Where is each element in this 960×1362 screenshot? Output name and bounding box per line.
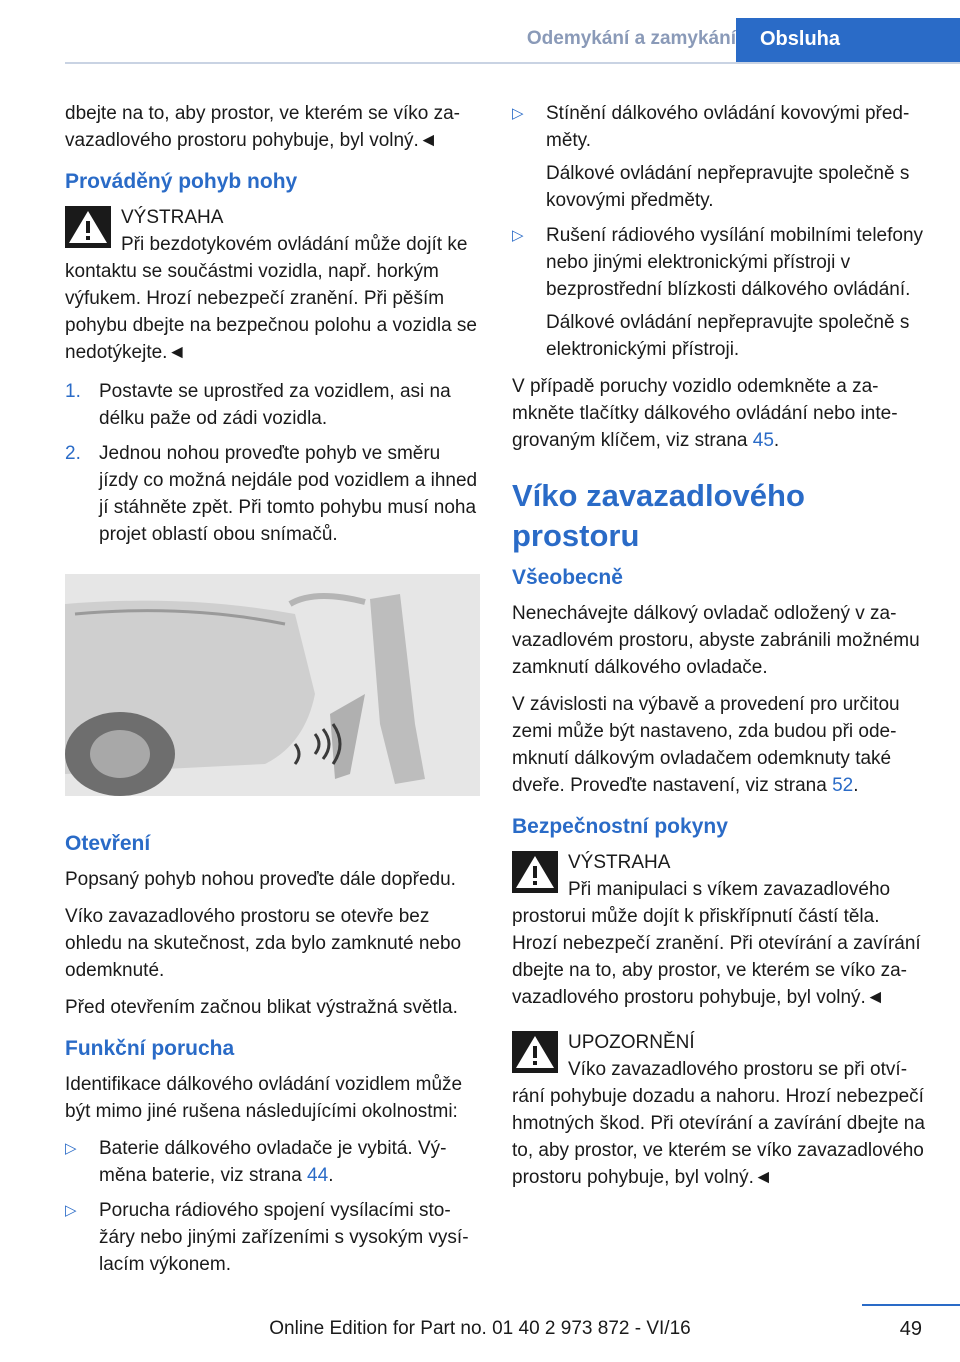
list-item — [512, 222, 927, 363]
general-paragraph-2-after: . — [853, 775, 859, 796]
step-number: 2. — [65, 443, 81, 464]
triangle-bullet-icon: ▷ — [65, 1140, 77, 1157]
list-item-text: Rušení rádiového vysílání mobilními telefony nebo jinými elektronickými přístroji v bezprostřední blízkosti dálkového ovládání. — [546, 225, 924, 300]
open-paragraph-2: Víko zavazadlového prostoru se otevře bez ohledu na skutečnost, zda bylo zamknuté nebo odemknuté. — [65, 906, 462, 981]
general-paragraph-2 — [512, 691, 927, 799]
page-number: 49 — [899, 1318, 922, 1340]
warning-block — [65, 204, 480, 366]
caution-text: Víko zavazadlového prostoru se při otvírání pohybuje dozadu a nahoru. Hrozí nebezpečí hmotných škod. Při otevírání a zavírání dbejte na to, aby prostor, ve kterém se víko zavazadlového prostoru pohybuje, byl volný.◄ — [512, 1059, 925, 1188]
step-text: Postavte se uprostřed za vozidlem, asi na délku paže od zádi vozidla. — [99, 381, 451, 429]
list-item — [65, 1135, 480, 1189]
open-paragraph-3: Před otevřením začnou blikat výstražná světla. — [65, 997, 458, 1018]
warning-text: Při bezdotykovém ovládání může dojít ke kontaktu se součástmi vozidla, např. horkým výfukem. Hrozí nebezpečí zranění. Při pěším pohybu dbejte na bezpečnou polohu a vozidla se nedotýkejte.◄ — [65, 234, 477, 363]
heading-safety: Bezpečnostní pokyny — [512, 815, 728, 838]
header-rule — [65, 62, 960, 64]
list-item-subtext: Dálkové ovládání nepřepravujte společně s elektronickými přístroji. — [546, 312, 910, 360]
step-text: Jednou nohou proveďte pohyb ve směru jízdy co možná nejdále pod vozidlem a ihned jí stáhněte zpět. Při tomto pohybu musí noha projet oblastí obou snímačů. — [99, 443, 478, 545]
fault-paragraph-text: V případě poruchy vozidlo odemkněte a zamkněte tlačítky dálkového ovládání nebo integrovaným klíčem, viz strana — [512, 376, 898, 451]
heading-malfunction: Funkční porucha — [65, 1037, 235, 1060]
kick-sensor-illustration — [65, 574, 480, 796]
footer-edition: Online Edition for Part no. 01 40 2 973 872 - VI/16 — [269, 1318, 691, 1339]
malfunction-paragraph: Identifikace dálkového ovládání vozidlem může být mimo jiné rušena následujícími okolnostmi: — [65, 1074, 463, 1122]
list-item-subtext: Dálkové ovládání nepřepravujte společně s kovovými předměty. — [546, 163, 910, 211]
warning-block — [512, 849, 927, 1011]
list-item-text: Porucha rádiového spojení vysílacími stožáry nebo jinými zařízeními s vysokým vysílacím výkonem. — [99, 1200, 469, 1275]
fault-paragraph-after: . — [773, 430, 780, 451]
list-item-text: Stínění dálkového ovládání kovovými předměty. — [546, 103, 910, 151]
caution-block — [512, 1029, 927, 1191]
right-column — [512, 100, 927, 1203]
step-item — [65, 378, 480, 432]
page-link[interactable]: 44 — [307, 1165, 329, 1186]
heading-trunk-lid: Víko zavazadlového prostoru — [512, 478, 805, 553]
triangle-bullet-icon: ▷ — [512, 227, 524, 244]
list-item — [512, 100, 927, 214]
warning-triangle-icon — [512, 851, 558, 893]
warning-triangle-icon — [65, 206, 111, 248]
triangle-bullet-icon: ▷ — [65, 1202, 77, 1219]
warning-text: Při manipulaci s víkem zavazadlového prostorui může dojít k přiskřípnutí částí těla. Hrozí nebezpečí zranění. Při otevírání a zavírání dbejte na to, aby prostor, ve kterém se víko zavazadlového prostoru pohybuje, byl volný.◄ — [512, 879, 921, 1008]
list-item — [65, 1197, 480, 1278]
caution-triangle-icon — [512, 1031, 558, 1073]
open-paragraph-1: Popsaný pohyb nohou proveďte dále dopředu. — [65, 869, 456, 890]
step-number: 1. — [65, 381, 81, 402]
interference-list-continued — [512, 100, 927, 363]
general-paragraph-2-text: V závislosti na výbavě a provedení pro určitou zemi může být nastaveno, zda budou při odemknutí dálkovým ovladačem odemknuty také dveře. Proveďte nastavení, viz strana — [512, 694, 900, 796]
interference-list — [65, 1135, 480, 1278]
header-chapter-tab[interactable]: Obsluha — [736, 18, 960, 62]
list-item-text: Baterie dálkového ovladače je vybitá. Výměna baterie, viz strana — [99, 1138, 447, 1186]
general-paragraph-1: Nenechávejte dálkový ovladač odložený v zavazadlovém prostoru, abyste zabránili možnému zamknutí dálkového ovladače. — [512, 603, 920, 678]
fault-paragraph — [512, 373, 927, 454]
heading-opening: Otevření — [65, 832, 151, 855]
footer-rule — [862, 1304, 960, 1306]
intro-text: dbejte na to, aby prostor, ve kterém se víko zavazadlového prostoru pohybuje, byl volný.◄ — [65, 103, 460, 151]
page-link[interactable]: 52 — [832, 775, 854, 796]
triangle-bullet-icon: ▷ — [512, 105, 524, 122]
page-link[interactable]: 45 — [752, 430, 774, 451]
list-item-after: . — [328, 1165, 334, 1186]
steps-list — [65, 378, 480, 548]
left-column — [65, 100, 480, 1288]
caution-title: UPOZORNĚNÍ — [568, 1032, 695, 1053]
warning-title: VÝSTRAHA — [121, 207, 224, 228]
header-section-title: Odemykání a zamykání — [526, 28, 736, 49]
heading-general: Všeobecně — [512, 566, 623, 589]
heading-foot-movement: Prováděný pohyb nohy — [65, 170, 298, 193]
warning-title: VÝSTRAHA — [568, 852, 671, 873]
step-item — [65, 440, 480, 548]
